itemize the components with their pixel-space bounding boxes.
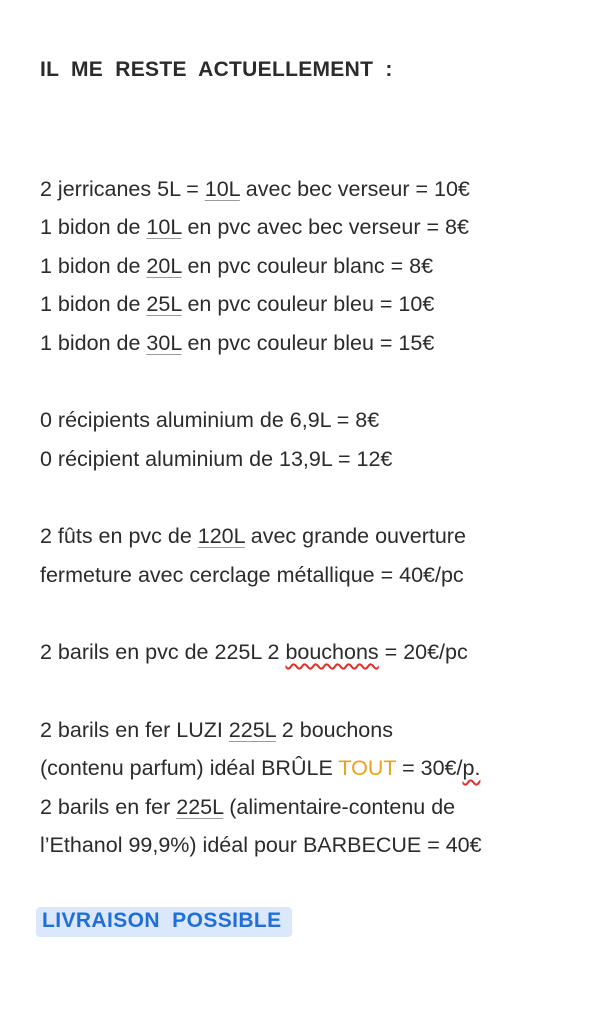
note-line-futs-fermeture: fermeture avec cerclage métallique = 40€/pc bbox=[40, 563, 464, 587]
line-text: en pvc avec bec verseur = 8€ bbox=[181, 215, 469, 239]
line-volume-link[interactable]: 10L bbox=[204, 177, 240, 201]
spellcheck-word[interactable]: p. bbox=[462, 756, 481, 780]
line-text: 1 bidon de bbox=[40, 215, 147, 239]
line-text: 2 bouchons bbox=[275, 718, 393, 742]
livraison-badge[interactable]: LIVRAISON POSSIBLE bbox=[36, 907, 292, 937]
line-text: 2 jerricanes 5L = bbox=[40, 177, 205, 201]
line-text: en pvc couleur bleu = 15€ bbox=[181, 331, 435, 355]
note-line-barils-parfum bbox=[40, 754, 480, 782]
highlighted-word: TOUT bbox=[338, 756, 397, 780]
note-line-ethanol: l’Ethanol 99,9%) idéal pour BARBECUE = 40€ bbox=[40, 833, 482, 857]
line-text: 1 bidon de bbox=[40, 331, 147, 355]
line-text: 2 fûts en pvc de bbox=[40, 524, 198, 548]
note-line-barils-pvc bbox=[40, 638, 468, 666]
note-line-bidon-10l bbox=[40, 213, 469, 241]
line-text: avec grande ouverture bbox=[244, 524, 466, 548]
line-volume-link[interactable]: 120L bbox=[197, 524, 245, 548]
line-volume-link[interactable]: 20L bbox=[146, 254, 182, 278]
line-text: en pvc couleur blanc = 8€ bbox=[181, 254, 434, 278]
line-text: 1 bidon de bbox=[40, 292, 147, 316]
note-line-barils-fer-alimentaire bbox=[40, 793, 455, 821]
line-volume-link[interactable]: 25L bbox=[146, 292, 182, 316]
line-volume-link[interactable]: 225L bbox=[176, 795, 224, 819]
note-line-jerricanes bbox=[40, 175, 470, 203]
note-line-barils-fer-luzi bbox=[40, 716, 393, 744]
line-volume-link[interactable]: 225L bbox=[228, 718, 276, 742]
spellcheck-word[interactable]: bouchons bbox=[285, 640, 379, 664]
line-text: 2 barils en pvc de 225L 2 bbox=[40, 640, 286, 664]
line-text: = 20€/pc bbox=[378, 640, 468, 664]
line-volume-link[interactable]: 10L bbox=[146, 215, 182, 239]
note-line-bidon-25l bbox=[40, 290, 434, 318]
note-line-futs-120l bbox=[40, 522, 466, 550]
line-text: 1 bidon de bbox=[40, 254, 147, 278]
line-volume-link[interactable]: 30L bbox=[146, 331, 182, 355]
note-line-alu-6-9l: 0 récipients aluminium de 6,9L = 8€ bbox=[40, 408, 380, 432]
line-text: (contenu parfum) idéal BRÛLE bbox=[40, 756, 339, 780]
line-text: (alimentaire-contenu de bbox=[223, 795, 456, 819]
line-text: = 30€/ bbox=[396, 756, 463, 780]
line-text: 2 barils en fer bbox=[40, 795, 177, 819]
note-line-bidon-30l bbox=[40, 329, 434, 357]
note-heading: IL ME RESTE ACTUELLEMENT : bbox=[40, 58, 393, 81]
line-text: en pvc couleur bleu = 10€ bbox=[181, 292, 435, 316]
note-line-bidon-20l bbox=[40, 252, 433, 280]
note-line-alu-13-9l: 0 récipient aluminium de 13,9L = 12€ bbox=[40, 447, 393, 471]
line-text: avec bec verseur = 10€ bbox=[239, 177, 470, 201]
line-text: 2 barils en fer LUZI bbox=[40, 718, 229, 742]
